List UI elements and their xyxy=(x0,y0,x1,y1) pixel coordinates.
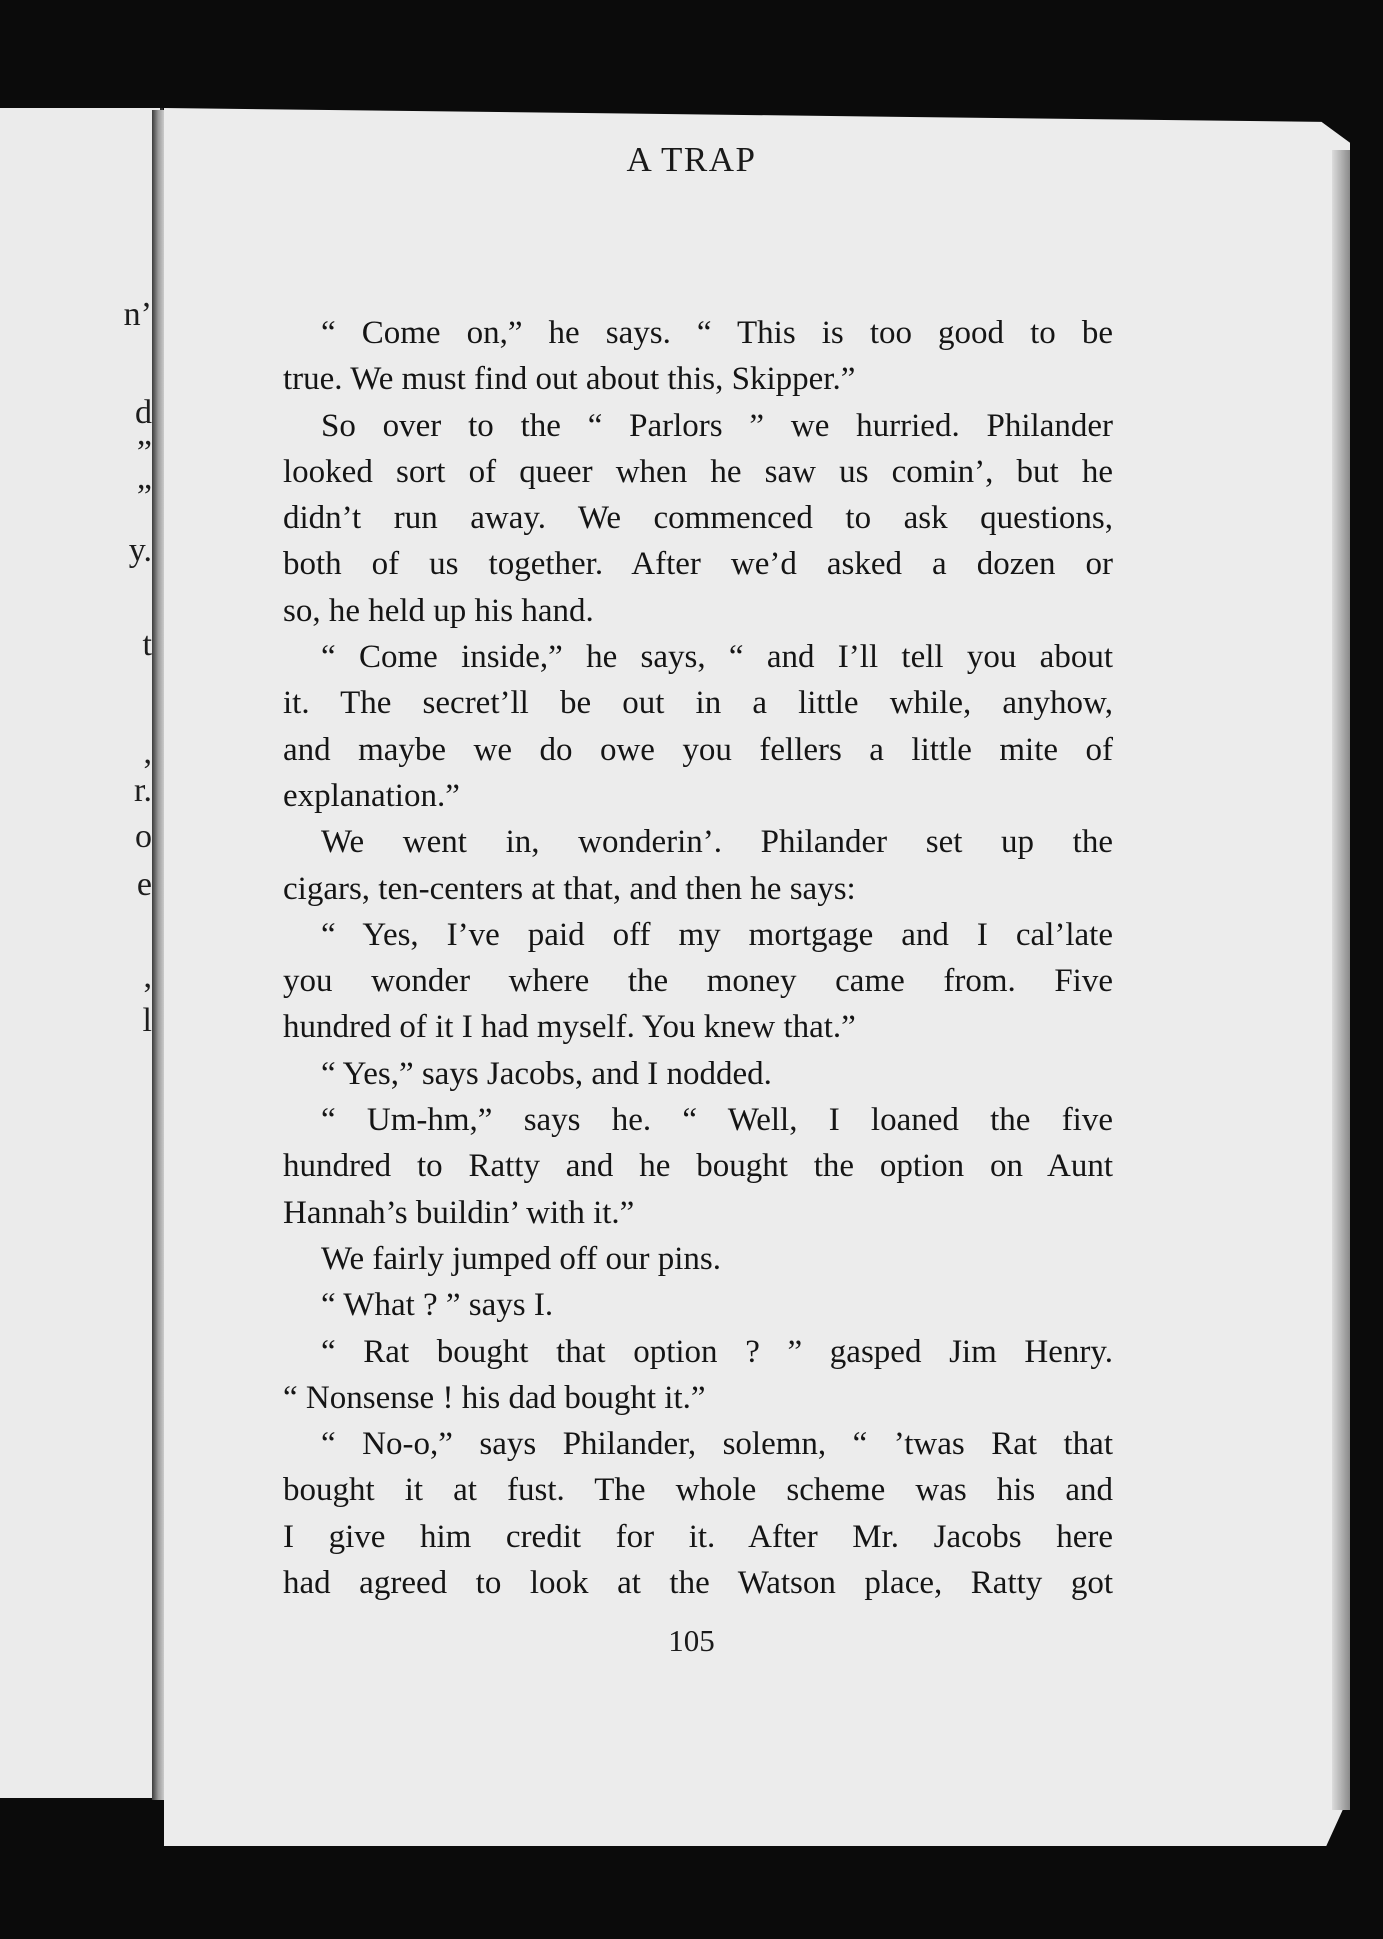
text-line: “ Nonsense ! his dad bought it.” xyxy=(283,1379,706,1416)
text-line: I give him credit for it. After Mr. Jacobs here xyxy=(283,1518,1113,1555)
facing-page-fragment: t xyxy=(142,626,152,663)
facing-page-fragment: , xyxy=(143,734,152,771)
facing-page-fragment: , xyxy=(143,958,152,995)
text-line: We went in, wonderin’. Philander set up the xyxy=(321,824,1113,861)
text-line: explanation.” xyxy=(283,777,460,814)
text-line: both of us together. After we’d asked a dozen or xyxy=(283,546,1113,583)
text-line: bought it at fust. The whole scheme was his and xyxy=(283,1472,1113,1509)
facing-page-fragment: e xyxy=(136,866,152,903)
text-line: “ What ? ” says I. xyxy=(321,1287,554,1324)
text-line: So over to the “ Parlors ” we hurried. Philander xyxy=(321,407,1113,444)
text-line: true. We must find out about this, Skipper.” xyxy=(283,361,856,398)
body-text xyxy=(283,310,1113,1606)
text-line: “ Um-hm,” says he. “ Well, I loaned the five xyxy=(321,1102,1113,1139)
text-line: “ Rat bought that option ? ” gasped Jim Henry. xyxy=(321,1333,1113,1370)
facing-page-fragment: d xyxy=(135,394,152,431)
text-line: had agreed to look at the Watson place, Ratty got xyxy=(283,1565,1113,1602)
page-edge xyxy=(1332,150,1350,1810)
text-line: looked sort of queer when he saw us comin’, but he xyxy=(283,453,1113,490)
text-line: “ Yes, I’ve paid off my mortgage and I cal’late xyxy=(321,916,1113,953)
text-line: “ Come inside,” he says, “ and I’ll tell you about xyxy=(321,639,1113,676)
text-line: didn’t run away. We commenced to ask questions, xyxy=(283,500,1113,537)
facing-page-fragment: n’ xyxy=(123,296,152,333)
facing-page-fragment: ” xyxy=(136,478,152,515)
page-number: 105 xyxy=(668,1623,715,1658)
facing-page-fragment: ” xyxy=(136,434,152,471)
text-line: Hannah’s buildin’ with it.” xyxy=(283,1194,635,1231)
text-line: you wonder where the money came from. Five xyxy=(283,963,1113,1000)
text-line: cigars, ten-centers at that, and then he says: xyxy=(283,870,856,907)
text-line: and maybe we do owe you fellers a little mite of xyxy=(283,731,1113,768)
text-line: hundred of it I had myself. You knew that.” xyxy=(283,1009,856,1046)
book-gutter xyxy=(152,110,166,1800)
text-line: “ Come on,” he says. “ This is too good to be xyxy=(321,315,1113,351)
facing-page-fragment: o xyxy=(135,818,152,855)
text-line: so, he held up his hand. xyxy=(283,592,594,629)
facing-page-fragment: y. xyxy=(128,532,152,569)
facing-page xyxy=(0,108,163,1798)
running-head: A TRAP xyxy=(626,140,757,179)
text-line: “ No-o,” says Philander, solemn, “ ’twas Rat that xyxy=(321,1426,1113,1463)
text-line: We fairly jumped off our pins. xyxy=(321,1240,721,1277)
facing-page-fragment: l xyxy=(142,1002,152,1039)
facing-page-fragment: r. xyxy=(134,772,152,809)
text-line: “ Yes,” says Jacobs, and I nodded. xyxy=(321,1055,772,1092)
text-line: it. The secret’ll be out in a little while, anyhow, xyxy=(283,685,1113,722)
text-line: hundred to Ratty and he bought the option on Aunt xyxy=(283,1148,1113,1185)
